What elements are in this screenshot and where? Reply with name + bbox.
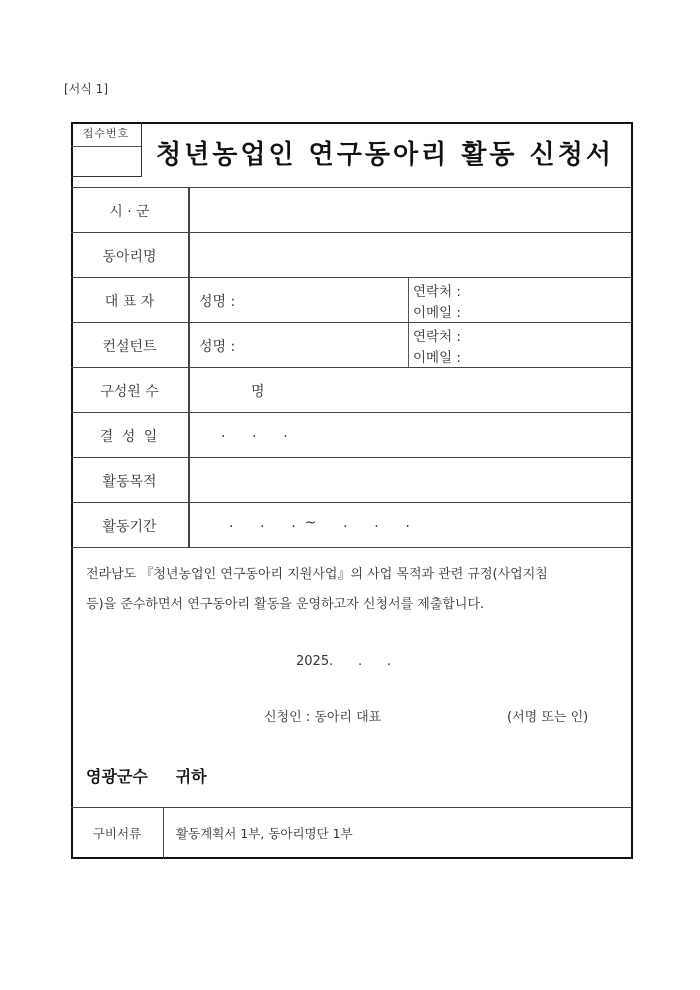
receipt-number-box xyxy=(71,122,142,177)
consultant-name-label: 성명 : xyxy=(199,339,236,355)
rep-name-input[interactable] xyxy=(251,278,406,323)
application-date: 2025. . . xyxy=(296,654,392,669)
purpose-input[interactable] xyxy=(196,458,626,503)
field-row-club-name xyxy=(71,232,631,278)
attachments-label: 구비서류 xyxy=(92,826,142,841)
field-row-member-count xyxy=(71,367,631,413)
field-row-city xyxy=(71,187,631,233)
consultant-name-input[interactable] xyxy=(251,323,406,368)
attachments-value: 활동계획서 1부, 동아리명단 1부 xyxy=(176,826,353,841)
rep-contact-label: 연락처 : xyxy=(413,284,461,300)
member-count-unit: 명 xyxy=(251,384,265,400)
field-label: 결 성 일 xyxy=(99,429,160,445)
field-label: 동아리명 xyxy=(102,249,157,265)
consultant-email-input[interactable] xyxy=(476,345,626,367)
rep-email-input[interactable] xyxy=(476,300,626,322)
form-code: [서식 1] xyxy=(64,82,108,96)
attachments-divider xyxy=(163,808,164,858)
field-label: 컨설턴트 xyxy=(102,339,157,355)
field-label: 활동목적 xyxy=(102,474,157,490)
page-title: 청년농업인 연구동아리 활동 신청서 xyxy=(156,140,614,170)
declaration-top-border xyxy=(71,547,631,548)
rep-name-label: 성명 : xyxy=(199,294,236,310)
contact-divider xyxy=(408,278,409,323)
receipt-number-field[interactable] xyxy=(71,147,141,176)
field-label: 시 · 군 xyxy=(109,204,150,220)
rep-contact-input[interactable] xyxy=(476,278,626,300)
receipt-number-label: 접수번호 xyxy=(71,122,141,147)
field-label: 구성원 수 xyxy=(100,384,159,400)
addressee: 영광군수 귀하 xyxy=(86,767,207,786)
applicant-label: 신청인 : 동아리 대표 xyxy=(264,710,382,725)
field-row-purpose xyxy=(71,457,631,503)
member-count-input[interactable] xyxy=(191,368,246,413)
consultant-contact-input[interactable] xyxy=(476,323,626,345)
field-label: 활동기간 xyxy=(102,519,157,535)
period-input[interactable]: . . . ~ . . . xyxy=(229,515,410,531)
founded-date-input[interactable]: . . . xyxy=(221,425,288,441)
declaration-line-2: 등)을 준수하면서 연구동아리 활동을 운영하고자 신청서를 제출합니다. xyxy=(86,597,485,612)
field-row-representative xyxy=(71,277,631,323)
field-row-consultant xyxy=(71,322,631,368)
field-row-founded-date xyxy=(71,412,631,458)
city-input[interactable] xyxy=(196,188,626,233)
consultant-email-label: 이메일 : xyxy=(413,350,461,366)
declaration-line-1: 전라남도 『청년농업인 연구동아리 지원사업』의 사업 목적과 관련 규정(사업지침 xyxy=(86,567,548,582)
consultant-contact-label: 연락처 : xyxy=(413,329,461,345)
field-row-period xyxy=(71,502,631,548)
signature-label: (서명 또는 인) xyxy=(507,710,589,725)
rep-email-label: 이메일 : xyxy=(413,305,461,321)
contact-divider xyxy=(408,323,409,368)
attachments-row xyxy=(71,807,631,858)
field-label: 대 표 자 xyxy=(104,294,155,310)
club-name-input[interactable] xyxy=(196,233,626,278)
